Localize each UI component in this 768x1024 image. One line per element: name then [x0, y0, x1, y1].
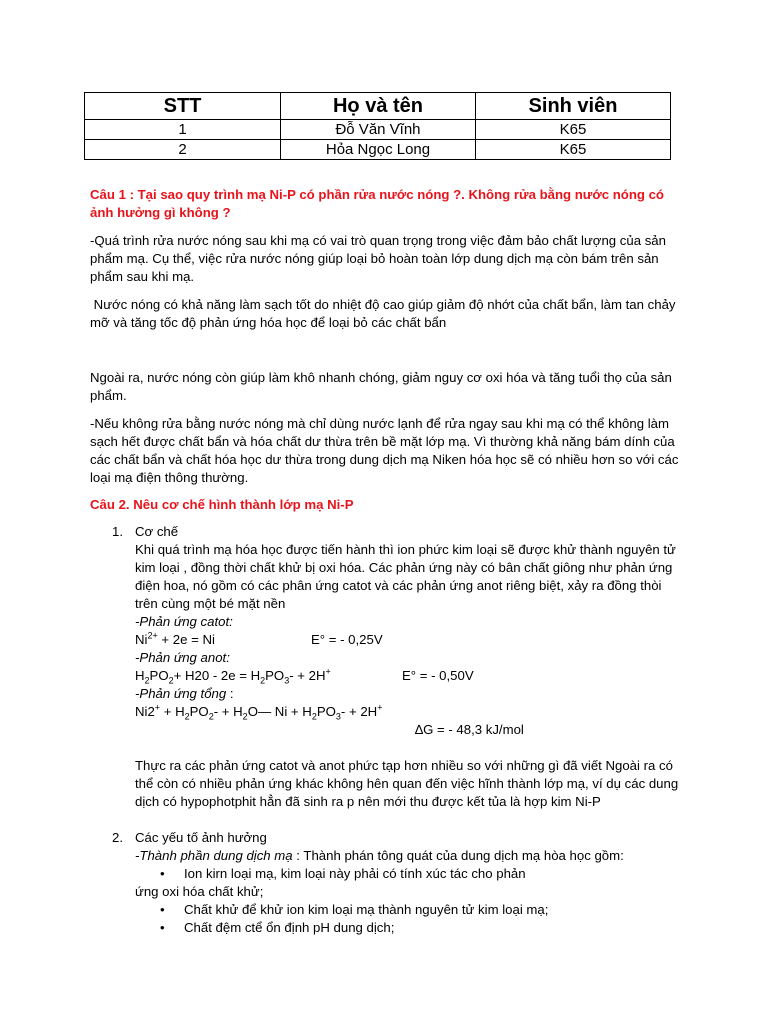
- question-2-title: Câu 2. Nêu cơ chế hình thành lớp mạ Ni-P: [90, 497, 354, 512]
- mechanism-description: Khi quá trình mạ hóa học được tiến hành thì ion phức kim loại sẽ được khử thành nguyên tử kim loại , đồng thời chất khử bị oxi hóa. Các phản ứng này có bân chất giông như phản ứng điện hoa, nó gồm có các phân ứng catot và các phản ứng anot riêng biệt, xảy ra đồng thòi trên cùng một bé mặt nền: [135, 542, 676, 611]
- question-1-paragraph-1: -Quá trình rửa nước nóng sau khi mạ có vai trò quan trọng trong việc đảm bảo chất lượng của sản phẩm mạ. Cụ thể, việc rửa nước nóng giúp loại bỏ hoàn toàn lớp dung dịch mạ còn bám trên sản phẩm sau khi mạ.: [90, 233, 666, 284]
- bullet-icon: •: [160, 920, 165, 935]
- student-table: [84, 92, 671, 160]
- table-cell: Hỏa Ngọc Long: [281, 140, 476, 160]
- list-number: 2.: [112, 830, 123, 845]
- bullet-item: Chất khử để khử ion kim loại mạ thành nguyên tử kim loại mạ;: [184, 902, 549, 917]
- table-header-cell: Sinh viên: [476, 93, 671, 120]
- anode-potential: E° = - 0,50V: [402, 668, 474, 683]
- table-cell: K65: [476, 120, 671, 140]
- list-heading-factors: Các yếu tố ảnh hưởng: [135, 830, 267, 845]
- table-header-row: [85, 93, 671, 120]
- table-cell: 1: [85, 120, 281, 140]
- list-number: 1.: [112, 524, 123, 539]
- cathode-equation: $Ni^{2+} + 2e = Ni$ E° = - 0,25V: [135, 630, 383, 647]
- question-2-list: [90, 523, 680, 943]
- cathode-label: -Phản ứng catot:: [135, 614, 233, 629]
- list-heading-mechanism: Cơ chế: [135, 524, 179, 539]
- bullet-item: Chất đệm ctể ổn định pH dung dịch;: [184, 920, 395, 935]
- bullet-continuation: ứng oxi hóa chất khử;: [135, 884, 264, 899]
- bullet-icon: •: [160, 902, 165, 917]
- question-1-paragraph-4: -Nếu không rửa bằng nước nóng mà chỉ dùng nước lạnh để rửa ngay sau khi mạ có thể không làm sạch hết được chất bẩn và hóa chất dư thừa trên bề mặt lớp mạ. Vì thường khả năng bám dính của các chất bẩn và chất hóa học dư thừa trong dung dịch mạ Niken hóa học sẽ có nhiều hơn so với các loại mạ điện thông thường.: [90, 416, 679, 485]
- bullet-item: Ion kirn loại mạ, kim loại này phải có tính xúc tác cho phản: [184, 866, 526, 881]
- table-row: [85, 120, 671, 140]
- table-cell: 2: [85, 140, 281, 160]
- question-1-paragraph-2: Nước nóng có khả năng làm sạch tốt do nhiệt độ cao giúp giảm độ nhớt của chất bẩn, làm tan chảy mỡ và tăng tốc độ phản ứng hóa học để loại bỏ các chất bẩn: [90, 297, 680, 330]
- bullet-icon: •: [160, 866, 165, 881]
- total-label-line: -Phản ứng tổng :: [135, 686, 234, 701]
- cathode-potential: E° = - 0,25V: [311, 632, 383, 647]
- anode-label: -Phản ứng anot:: [135, 650, 230, 665]
- table-cell: Đỗ Văn Vĩnh: [281, 120, 476, 140]
- table-row: [85, 140, 671, 160]
- composition-line: -Thành phần dung dịch mạ : Thành phán tông quát của dung dịch mạ hòa học gồm:: [135, 848, 624, 863]
- composition-label: -Thành phần dung dịch mạ: [135, 848, 293, 863]
- table-cell: K65: [476, 140, 671, 160]
- question-1-paragraph-3: Ngoài ra, nước nóng còn giúp làm khô nhanh chóng, giảm nguy cơ oxi hóa và tăng tuổi thọ của sản phẩm.: [90, 370, 672, 403]
- anode-equation: $H_2PO_2+ H20 - 2e = H_2PO_3- + 2H^+$ E° = - 0,50V: [135, 666, 474, 686]
- table-header-cell: STT: [85, 93, 281, 120]
- table-header-cell: Họ và tên: [281, 93, 476, 120]
- total-label: -Phản ứng tổng: [135, 686, 227, 701]
- question-1-title: Câu 1 : Tại sao quy trình mạ Ni-P có phần rửa nước nóng ?. Không rửa bằng nước nóng có ảnh hưởng gì không ?: [90, 187, 664, 220]
- total-equation: $Ni2^+ + H_2PO_2-$ + $H_2O—$ $Ni + H_2PO_3- + 2H^+$: [135, 702, 383, 722]
- gibbs-energy: ∆G = - 48,3 kJ/mol: [415, 722, 524, 737]
- mechanism-note: Thực ra các phản ứng catot và anot phức tạp hơn nhiều so với những gì đã viết Ngoài ra có thể còn có nhiều phản ứng khác không hên quan đến việc hĩnh thành lớp mạ, ví dụ các dung dịch có hypophotphit hẳn đã sinh ra p nên mới thu được kết tủa là hợp kim Ni-P: [135, 758, 679, 809]
